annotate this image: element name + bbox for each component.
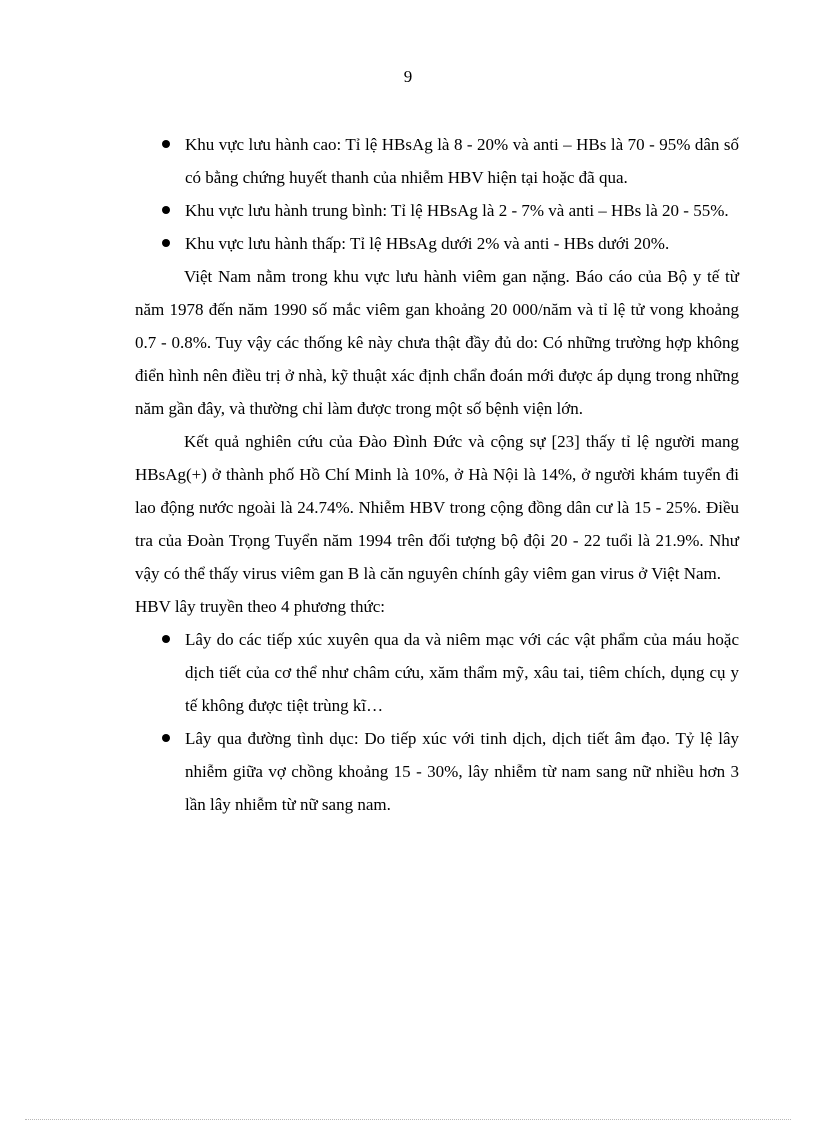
- page-body: [135, 128, 739, 821]
- bullet-dot-icon: [162, 635, 170, 643]
- bullet-dot-icon: [162, 239, 170, 247]
- page-bottom-divider: [25, 1119, 791, 1120]
- bullet-text: Lây do các tiếp xúc xuyên qua da và niêm mạc với các vật phẩm của máu hoặc dịch tiết của cơ thể như châm cứu, xăm thẩm mỹ, xâu tai, tiêm chích, dụng cụ y tế không được tiệt trùng kĩ…: [185, 630, 739, 715]
- bullet-item-blood-transmission: [135, 623, 739, 722]
- bullet-text: Lây qua đường tình dục: Do tiếp xúc với tinh dịch, dịch tiết âm đạo. Tỷ lệ lây nhiễm giữa vợ chồng khoảng 15 - 30%, lây nhiễm từ nam sang nữ nhiều hơn 3 lần lây nhiễm từ nữ sang nam.: [185, 729, 739, 814]
- bullet-item-medium-prevalence: [135, 194, 739, 227]
- bullet-item-low-prevalence: [135, 227, 739, 260]
- bullet-dot-icon: [162, 734, 170, 742]
- transmission-bullet-list: [135, 623, 739, 821]
- paragraph-vietnam-prevalence: Việt Nam nằm trong khu vực lưu hành viêm gan nặng. Báo cáo của Bộ y tế từ năm 1978 đến năm 1990 số mắc viêm gan khoảng 20 000/năm và tỉ lệ tử vong khoảng 0.7 - 0.8%. Tuy vậy các thống kê này chưa thật đầy đủ do: Có những trường hợp không điển hình nên điều trị ở nhà, kỹ thuật xác định chẩn đoán mới được áp dụng trong những năm gần đây, và thường chỉ làm được trong một số bệnh viện lớn.: [135, 267, 739, 418]
- bullet-dot-icon: [162, 140, 170, 148]
- bullet-text: Khu vực lưu hành trung bình: Tỉ lệ HBsAg là 2 - 7% và anti – HBs là 20 - 55%.: [185, 201, 729, 220]
- transmission-heading: HBV lây truyền theo 4 phương thức:: [135, 597, 385, 616]
- bullet-dot-icon: [162, 206, 170, 214]
- prevalence-bullet-list: [135, 128, 739, 260]
- bullet-text: Khu vực lưu hành cao: Tỉ lệ HBsAg là 8 - 20% và anti – HBs là 70 - 95% dân số có bằng chứng huyết thanh của nhiễm HBV hiện tại hoặc đã qua.: [185, 135, 739, 187]
- bullet-item-sexual-transmission: [135, 722, 739, 821]
- bullet-item-high-prevalence: [135, 128, 739, 194]
- page-number: 9: [403, 67, 413, 86]
- paragraph-research-results: Kết quả nghiên cứu của Đào Đình Đức và cộng sự [23] thấy tỉ lệ người mang HBsAg(+) ở thành phố Hồ Chí Minh là 10%, ở Hà Nội là 14%, ở người khám tuyển đi lao động nước ngoài là 24.74%. Nhiễm HBV trong cộng đồng dân cư là 15 - 25%. Điều tra của Đoàn Trọng Tuyển năm 1994 trên đối tượng bộ đội 20 - 22 tuổi là 21.9%. Như vậy có thể thấy virus viêm gan B là căn nguyên chính gây viêm gan virus ở Việt Nam.: [135, 432, 739, 583]
- bullet-text: Khu vực lưu hành thấp: Tỉ lệ HBsAg dưới 2% và anti - HBs dưới 20%.: [185, 234, 670, 253]
